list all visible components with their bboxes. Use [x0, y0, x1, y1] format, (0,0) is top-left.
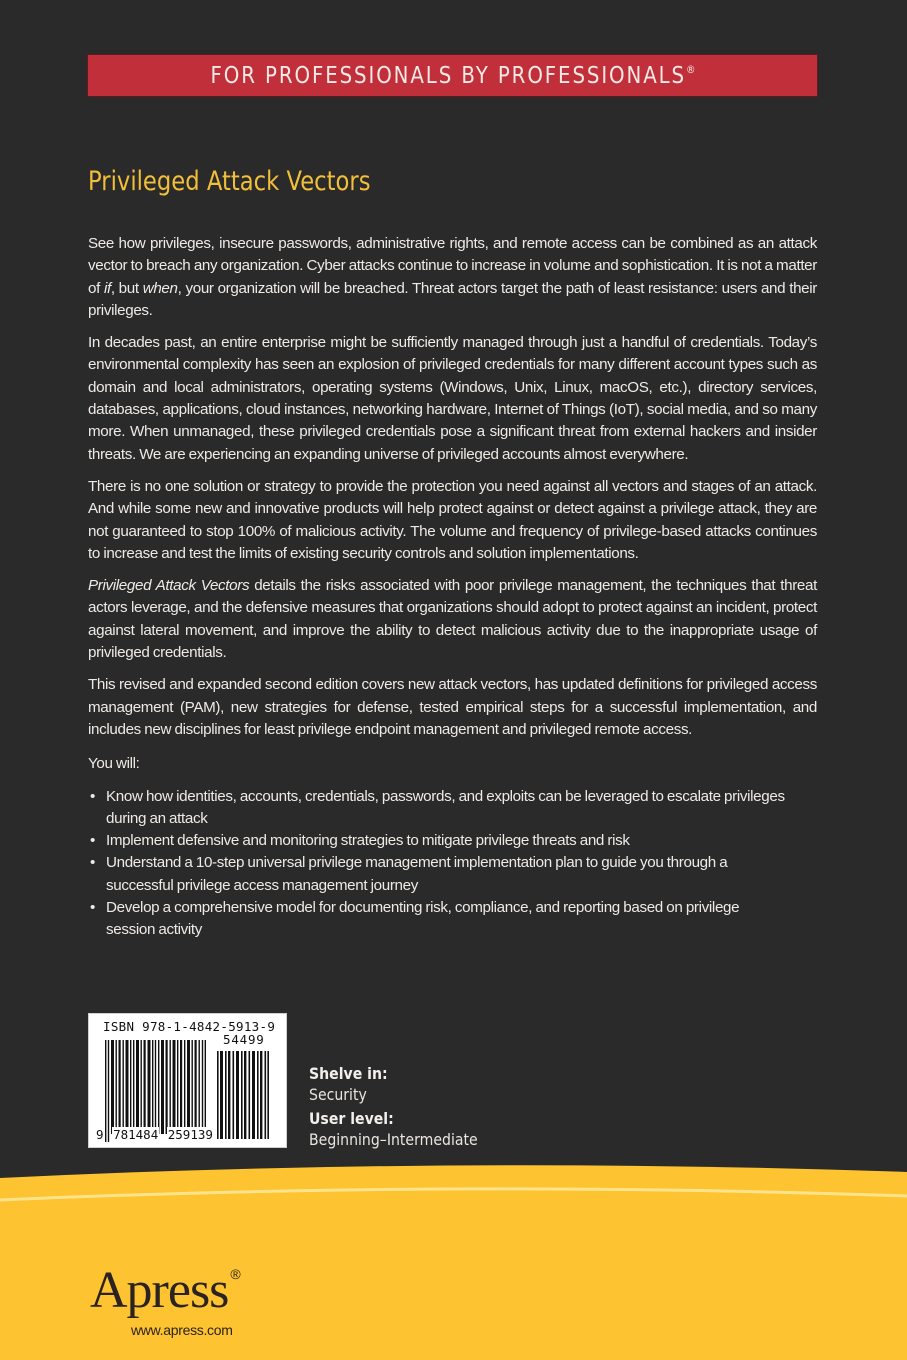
list-item — [88, 852, 786, 897]
book-description — [88, 233, 817, 942]
description-paragraph-4 — [88, 575, 817, 664]
description-paragraph-1 — [88, 233, 817, 322]
apress-wordmark: Apress — [90, 1262, 229, 1319]
publisher-url[interactable]: www.apress.com — [131, 1322, 233, 1338]
list-item — [88, 897, 786, 942]
user-level-value: Beginning–Intermediate — [309, 1130, 478, 1149]
description-paragraph-3: There is no one solution or strategy to provide the protection you need against all vectors and stages of an attack. And while some new and innovative products will help protect against or detect against a privilege attack, they are not guaranteed to stop 100% of malicious activity. The volume and frequency of privilege-based attacks continues to increase and test the limits of existing security controls and solution implementations. — [88, 477, 817, 562]
text-run: See how privileges, insecure passwords, administrative rights, and remote access can be combined as an attack vector to breach any organization. Cyber attacks continue to increase in volume and sophistication. It is not a matter of — [88, 235, 817, 297]
isbn-number: ISBN 978-1-4842-5913-9 — [103, 1019, 276, 1034]
ean-left-group: 781484 — [113, 1127, 159, 1142]
registered-mark: ® — [685, 62, 695, 76]
apress-logo — [90, 1262, 241, 1319]
bullet-icon: • — [90, 899, 95, 917]
book-title: Privileged Attack Vectors — [88, 166, 371, 197]
text-run: details the risks associated with poor privilege management, the techniques that threat actors leverage, and the defensive measures that organizations should adopt to protect against an incident, protect against lateral movement, and improve the ability to detect malicious activity due to the inappropriate usage of privileged credentials. — [88, 577, 817, 662]
shelve-in-label: Shelve in: — [309, 1064, 388, 1083]
bullet-icon: • — [90, 854, 95, 872]
tagline-text — [210, 63, 695, 89]
tagline-label: FOR PROFESSIONALS BY PROFESSIONALS — [210, 62, 686, 89]
price-barcode-bars-icon — [217, 1051, 269, 1139]
user-level-label: User level: — [309, 1109, 394, 1128]
emphasis-if: if — [103, 279, 111, 297]
ean-right-group: 259139 — [167, 1127, 213, 1142]
list-item-text: Know how identities, accounts, credentials, passwords, and exploits can be leveraged to escalate privileges during an attack — [106, 787, 785, 827]
text-run: , your organization will be breached. Threat actors target the path of least resistance: users and their privileges. — [88, 279, 818, 319]
price-code: 54499 — [223, 1032, 265, 1047]
ean-digits — [95, 1127, 214, 1142]
isbn-barcode — [88, 1013, 287, 1148]
list-item — [88, 830, 786, 852]
list-item-text: Understand a 10-step universal privilege management implementation plan to guide you through a successful privilege access management journey — [106, 854, 728, 894]
book-title-italic: Privileged Attack Vectors — [88, 577, 250, 595]
list-item-text: Implement defensive and monitoring strategies to mitigate privilege threats and risk — [106, 832, 630, 850]
learning-outcomes-list — [88, 786, 817, 942]
registered-mark: ® — [230, 1266, 241, 1282]
shelving-info — [309, 1063, 478, 1153]
list-item — [88, 786, 786, 831]
text-run: , but — [110, 279, 143, 297]
description-paragraph-2: In decades past, an entire enterprise might be sufficiently managed through just a handful of credentials. Today’s environmental complexity has seen an explosion of privileged credentials for many different account types such as domain and local administrators, operating systems (Windows, Unix, Linux, macOS, etc.), directory services, databases, applications, cloud instances, networking hardware, Internet of Things (IoT), social media, and so many more. When unmanaged, these privileged credentials pose a significant threat from external hackers and insider threats. We are experiencing an expanding universe of privileged accounts almost everywhere. — [88, 334, 817, 463]
bullet-icon: • — [90, 832, 95, 850]
bullet-icon: • — [90, 787, 95, 805]
you-will-heading: You will: — [88, 755, 140, 773]
ean-first-digit: 9 — [96, 1127, 104, 1142]
list-item-text: Develop a comprehensive model for documenting risk, compliance, and reporting based on privilege session activity — [106, 899, 740, 939]
shelve-in-value: Security — [309, 1085, 367, 1104]
tagline-banner — [88, 55, 817, 96]
emphasis-when: when — [142, 279, 178, 297]
description-paragraph-5: This revised and expanded second edition covers new attack vectors, has updated definitions for privileged access management (PAM), new strategies for defense, tested empirical steps for a successful implementation, and includes new disciplines for least privilege endpoint management and privileged remote access. — [88, 676, 817, 738]
